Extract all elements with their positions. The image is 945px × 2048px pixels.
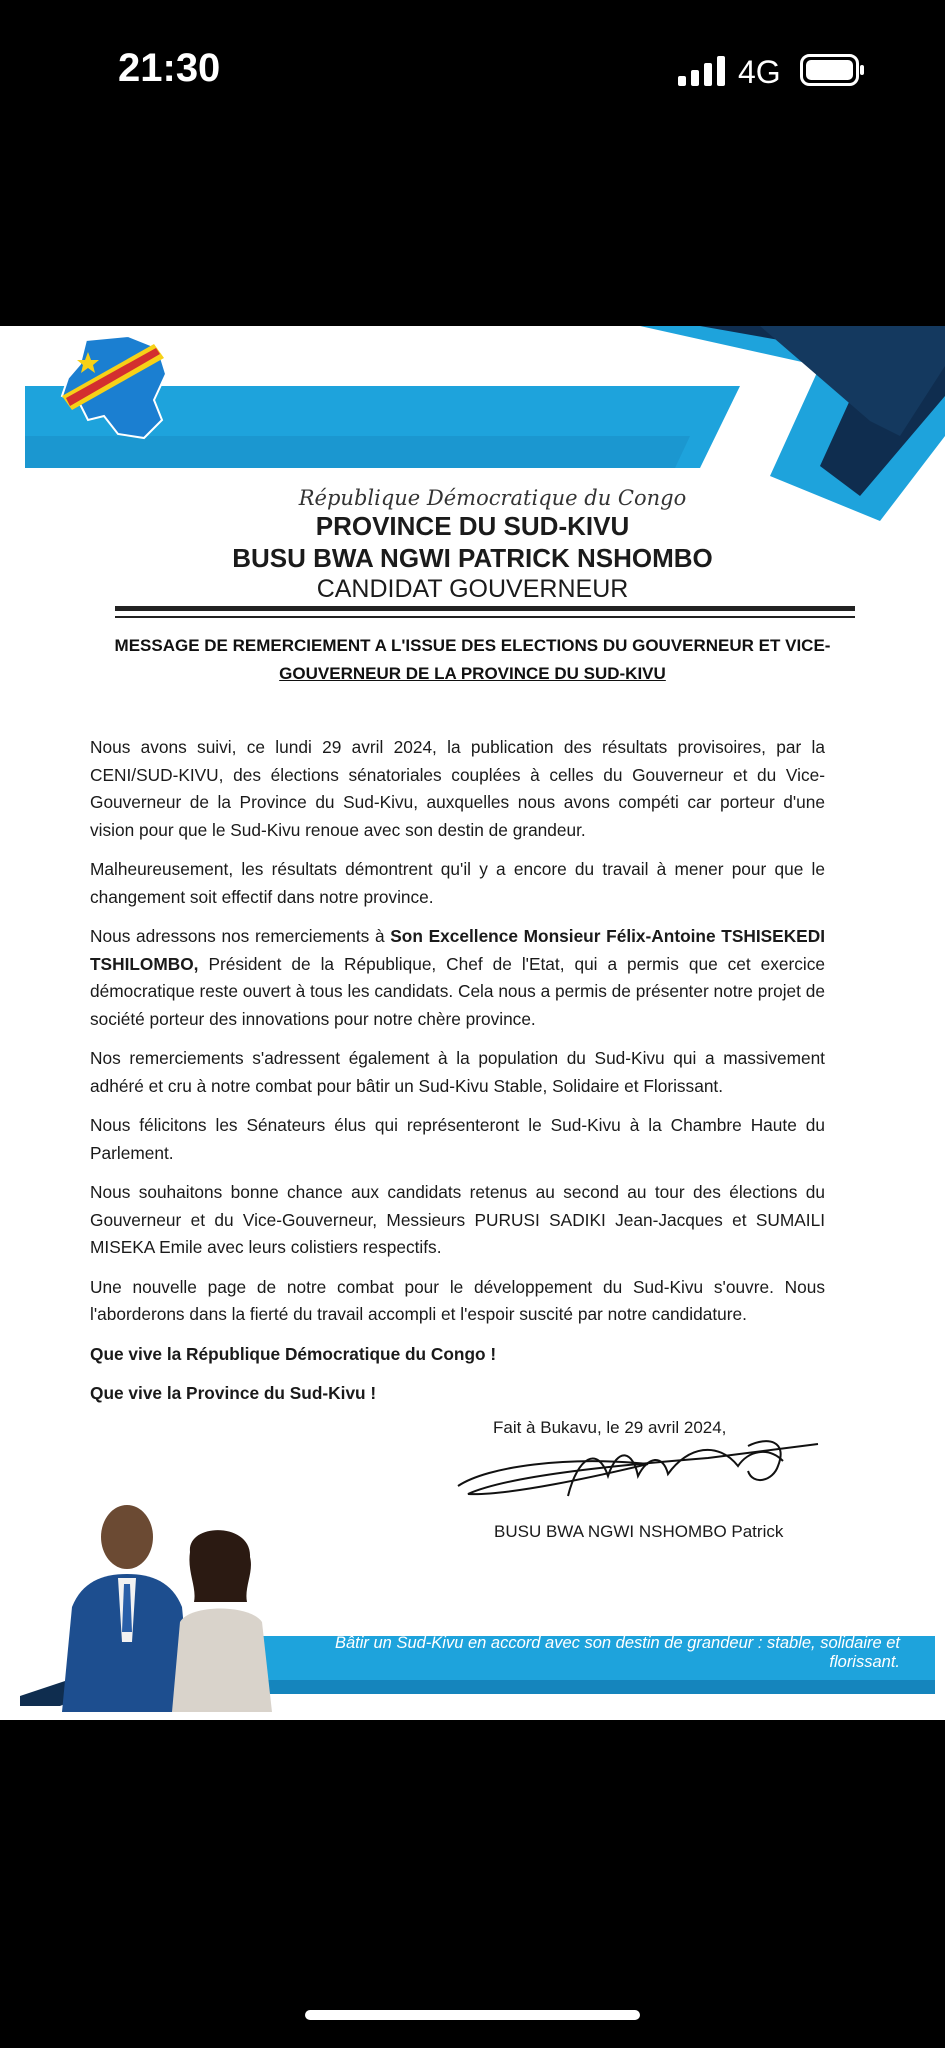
paragraph-text: Nous adressons nos remerciements à <box>90 926 391 946</box>
candidate-name: BUSU BWA NGWI PATRICK NSHOMBO <box>232 543 713 573</box>
status-bar <box>0 0 945 140</box>
paragraph: Malheureusement, les résultats démontrent qu'il y a encore du travail à mener pour que le changement soit effectif dans notre province. <box>90 859 825 907</box>
handwritten-signature <box>448 1436 828 1516</box>
document-image <box>0 326 945 1720</box>
title-line: MESSAGE DE REMERCIEMENT A L'ISSUE DES ELECTIONS DU GOUVERNEUR ET VICE- <box>114 636 831 655</box>
divider <box>115 616 855 618</box>
country-script-title: République Démocratique du Congo <box>298 486 687 510</box>
paragraph: Nous félicitons les Sénateurs élus qui représenteront le Sud-Kivu à la Chambre Haute du Parlement. <box>90 1115 825 1163</box>
title-line: GOUVERNEUR DE LA PROVINCE DU SUD-KIVU <box>279 664 666 683</box>
signature-place-date: Fait à Bukavu, le 29 avril 2024, <box>493 1418 727 1437</box>
letterhead <box>0 486 945 604</box>
message-title <box>90 632 855 688</box>
message-body <box>90 734 825 1420</box>
signal-bars-icon <box>678 56 726 86</box>
signature-name: BUSU BWA NGWI NSHOMBO Patrick <box>494 1522 784 1541</box>
president-name: Son Excellence Monsieur Félix-Antoine TSHISEKEDI TSHILOMBO, <box>90 926 825 974</box>
paragraph: Nous avons suivi, ce lundi 29 avril 2024, la publication des résultats provisoires, par la CENI/SUD-KIVU, des élections sénatoriales couplées à celles du Gouverneur et du Vice-Gouverneur de la Province du Sud-Kivu, auxquelles nous avons compéti car porteur d'une vision pour que le Sud-Kivu renoue avec son destin de grandeur. <box>90 737 825 840</box>
closing-line: Que vive la Province du Sud-Kivu ! <box>90 1383 377 1403</box>
paragraph-thanks <box>90 923 825 1033</box>
footer-slogan: Bâtir un Sud-Kivu en accord avec son destin de grandeur : stable, solidaire et florissant. <box>335 1634 900 1671</box>
province-title: PROVINCE DU SUD-KIVU <box>315 511 630 541</box>
home-indicator[interactable] <box>305 2010 640 2020</box>
divider <box>115 606 855 611</box>
candidate-portraits <box>22 1492 302 1712</box>
paragraph: Nos remerciements s'adressent également à la population du Sud-Kivu qui a massivement adhéré et cru à notre combat pour bâtir un Sud-Kivu Stable, Solidaire et Florissant. <box>90 1048 825 1096</box>
battery-icon <box>800 54 866 86</box>
candidate-role: CANDIDAT GOUVERNEUR <box>316 575 629 603</box>
network-type: 4G <box>738 54 781 90</box>
paragraph: Nous souhaitons bonne chance aux candidats retenus au second au tour des élections du Gouverneur et du Vice-Gouverneur, Messieurs PURUSI SADIKI Jean-Jacques et SUMAILI MISEKA Emile avec leurs colistiers respectifs. <box>90 1182 825 1257</box>
paragraph-text: Président de la République, Chef de l'Etat, qui a permis que cet exercice démocratique reste ouvert à tous les candidats. Cela nous a permis de présenter notre projet de société porteur des innovations pour notre chère province. <box>90 953 825 1029</box>
drc-map-flag-icon <box>58 334 170 444</box>
closing-line: Que vive la République Démocratique du Congo ! <box>90 1343 497 1364</box>
status-time: 21:30 <box>118 46 221 90</box>
paragraph: Une nouvelle page de notre combat pour le développement du Sud-Kivu s'ouvre. Nous l'aborderons dans la fierté du travail accompli et l'espoir suscité par notre candidature. <box>90 1276 825 1324</box>
